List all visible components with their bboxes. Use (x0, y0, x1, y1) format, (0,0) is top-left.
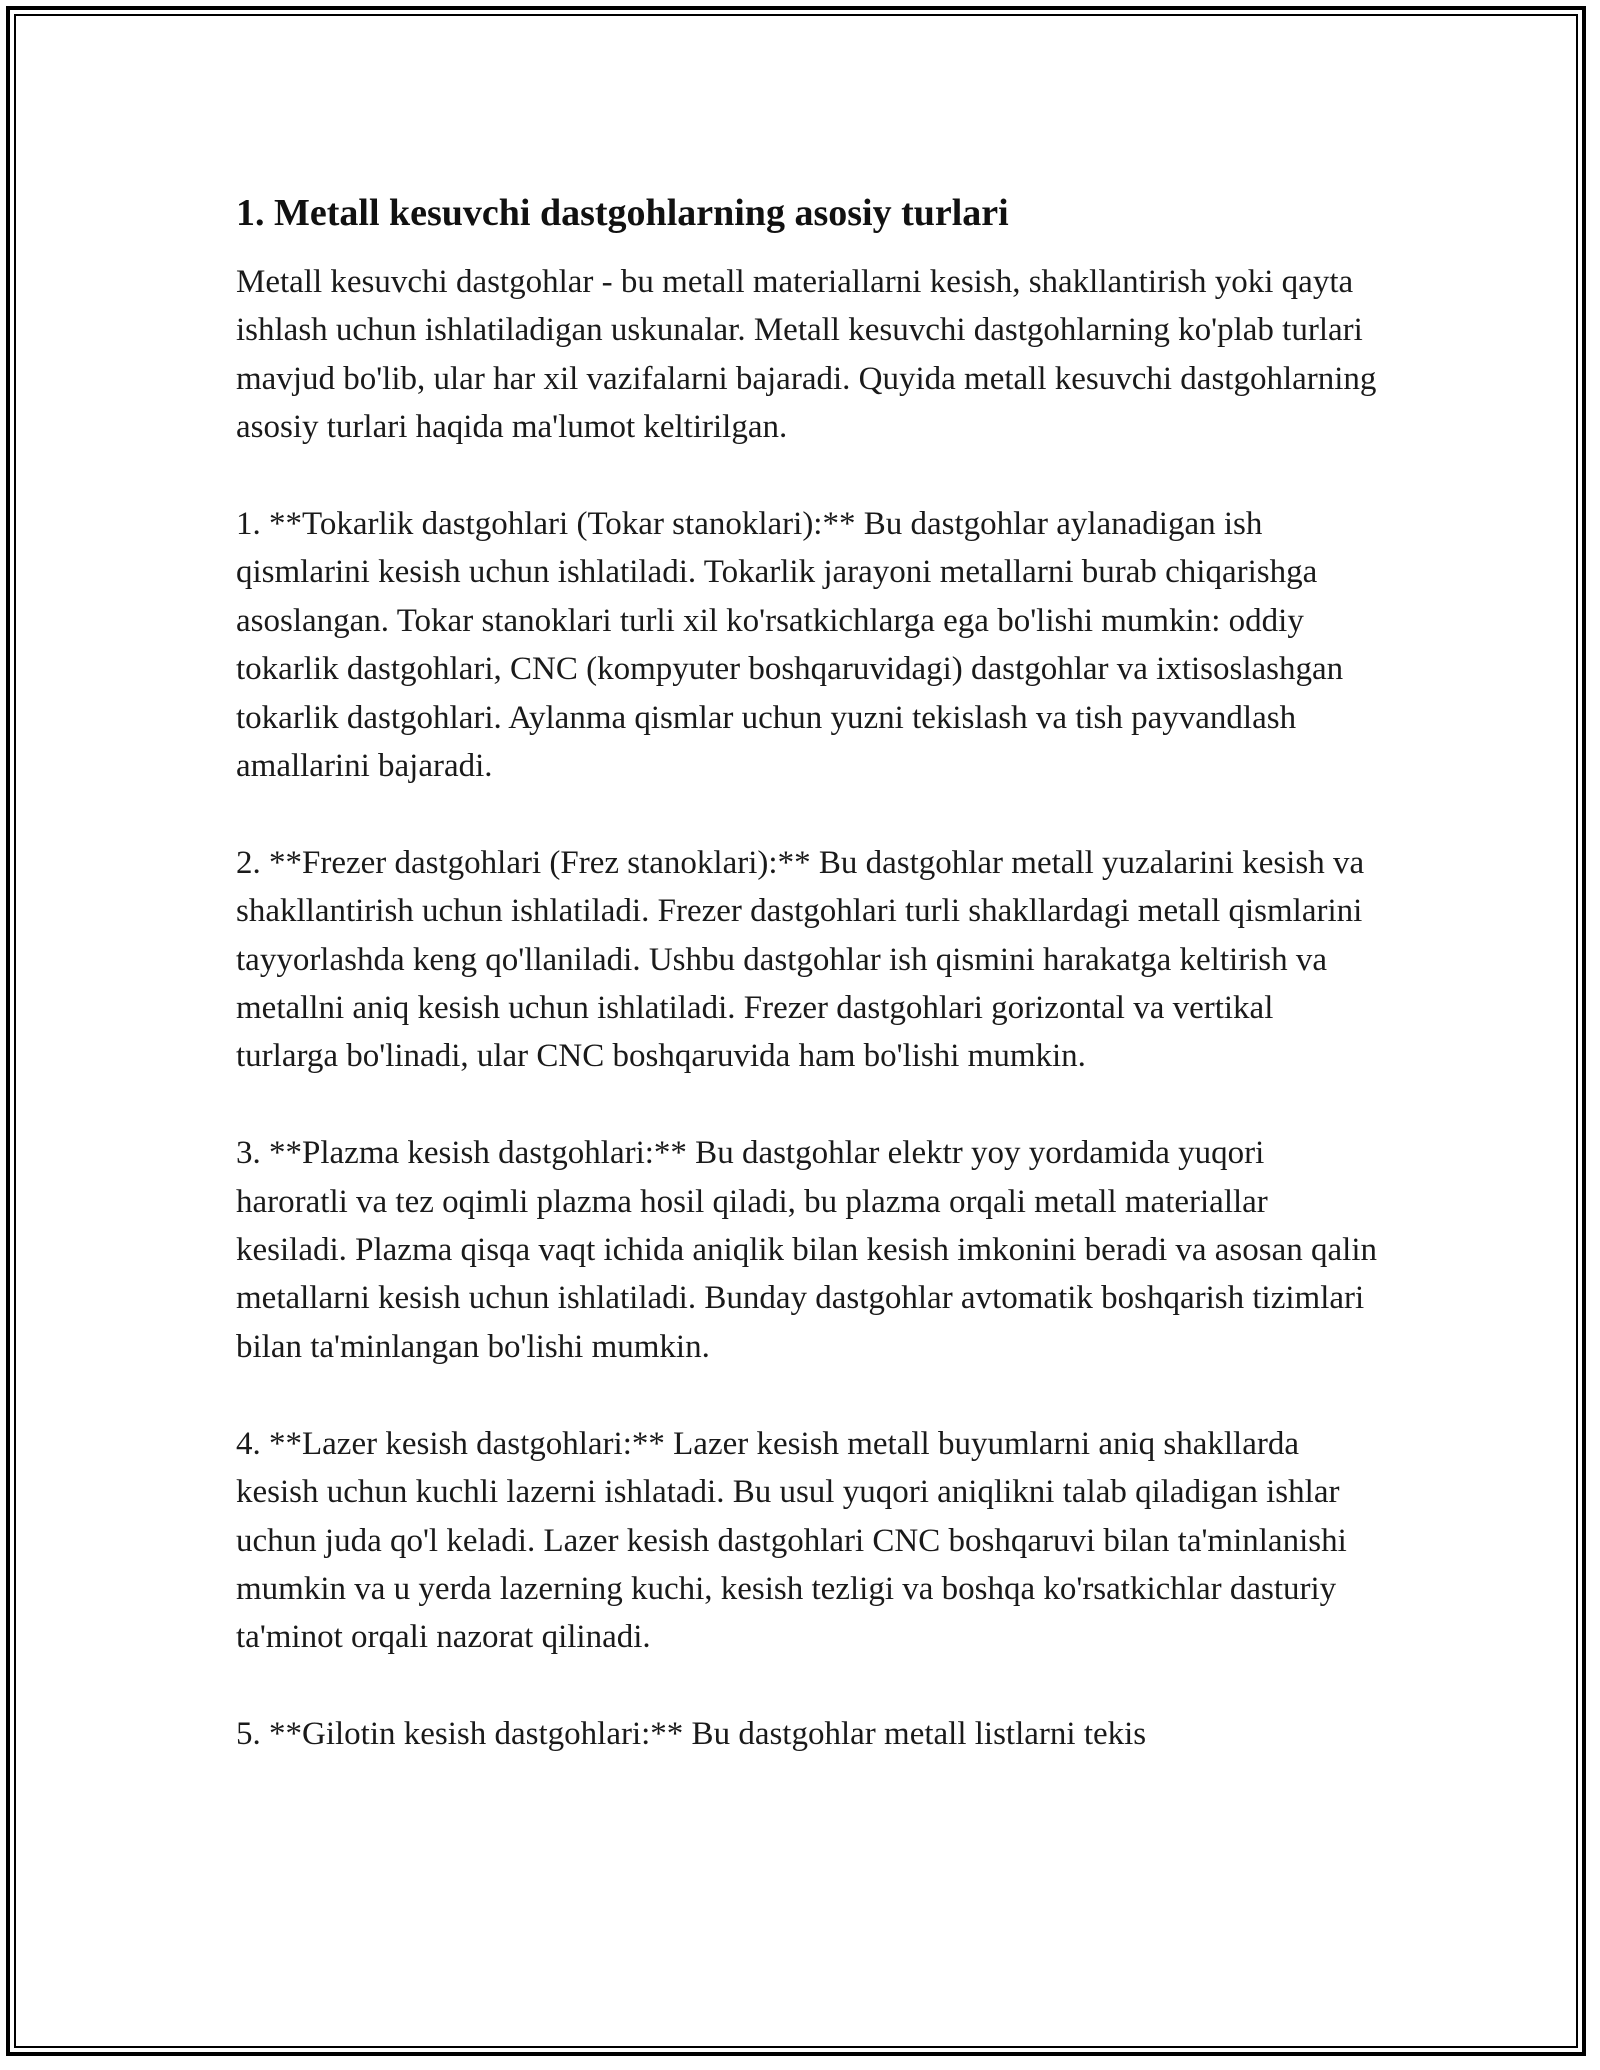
list-item-plazma: 3. **Plazma kesish dastgohlari:** Bu dastgohlar elektr yoy yordamida yuqori haroratli va tez oqimli plazma hosil qiladi, bu plazma orqali metall materiallar kesiladi. Plazma qisqa vaqt ichida aniqlik bilan kesish imkonini beradi va asosan qalin metallarni kesish uchun ishlatiladi. Bunday dastgohlar avtomatik boshqarish tizimlari bilan ta'minlangan bo'lishi mumkin. (236, 1135, 1377, 1365)
list-item-lazer: 4. **Lazer kesish dastgohlari:** Lazer kesish metall buyumlarni aniq shakllarda kesish uchun kuchli lazerni ishlatadi. Bu usul yuqori aniqlikni talab qiladigan ishlar uchun juda qo'l keladi. Lazer kesish dastgohlari CNC boshqaruvi bilan ta'minlanishi mumkin va u yerda lazerning kuchi, kesish tezligi va boshqa ko'rsatkichlar dasturiy ta'minot orqali nazorat qilinadi. (236, 1425, 1347, 1656)
section-heading: 1. Metall kesuvchi dastgohlarning asosiy turlari (236, 192, 1009, 234)
list-item-tokarlik: 1. **Tokarlik dastgohlari (Tokar stanoklari):** Bu dastgohlar aylanadigan ish qismlarini kesish uchun ishlatiladi. Tokarlik jarayoni metallarni burab chiqarishga asoslangan. Tokar stanoklari turli xil ko'rsatkichlarga ega bo'lishi mumkin: oddiy tokarlik dastgohlari, CNC (kompyuter boshqaruvidagi) dastgohlar va ixtisoslashgan tokarlik dastgohlari. Aylanma qismlar uchun yuzni tekislash va tish payvandlash amallarini bajaradi. (236, 506, 1344, 785)
intro-paragraph: Metall kesuvchi dastgohlar - bu metall materiallarni kesish, shakllantirish yoki qayta ishlash uchun ishlatiladigan uskunalar. Metall kesuvchi dastgohlarning ko'plab turlari mavjud bo'lib, ular har xil vazifalarni bajaradi. Quyida metall kesuvchi dastgohlarning asosiy turlari haqida ma'lumot keltirilgan. (236, 264, 1377, 446)
list-item-frezer: 2. **Frezer dastgohlari (Frez stanoklari):** Bu dastgohlar metall yuzalarini kesish va shakllantirish uchun ishlatiladi. Frezer dastgohlari turli shakllardagi metall qismlarini tayyorlashda keng qo'llaniladi. Ushbu dastgohlar ish qismini harakatga keltirish va metallni aniq kesish uchun ishlatiladi. Frezer dastgohlari gorizontal va vertikal turlarga bo'linadi, ular CNC boshqaruvida ham bo'lishi mumkin. (236, 844, 1365, 1075)
list-item-gilotin: 5. **Gilotin kesish dastgohlari:** Bu dastgohlar metall listlarni tekis (236, 1716, 1147, 1753)
document-body (236, 188, 1381, 1807)
